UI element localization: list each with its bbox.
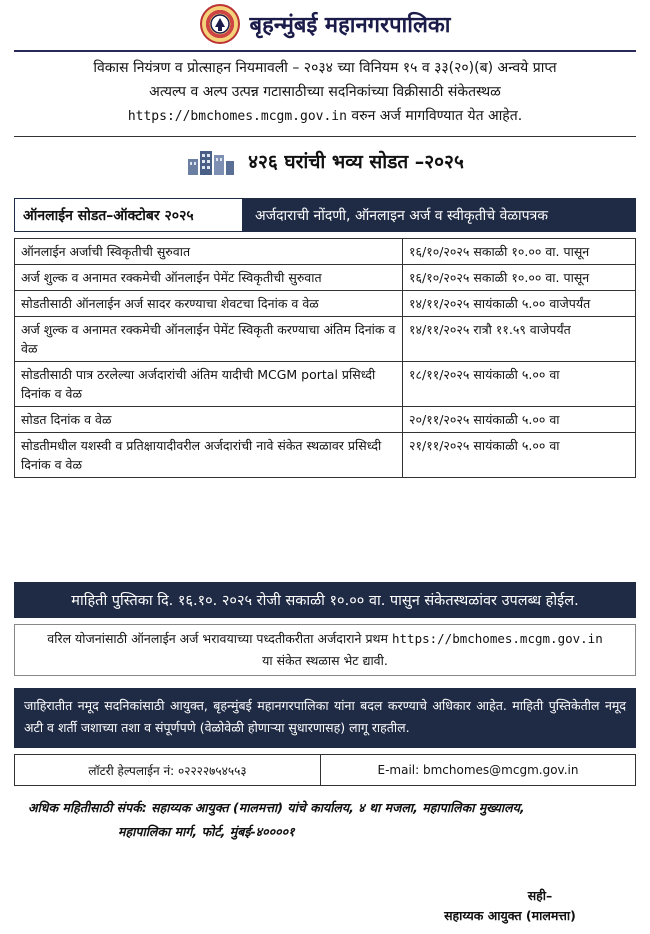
intro-divider	[14, 136, 636, 137]
apply-notice-prefix: वरिल योजनांसाठी ऑनलाईन अर्ज भरावयाच्या पध्दतीकरीता अर्जदाराने प्रथम	[47, 631, 392, 646]
lottery-title-row	[0, 142, 650, 180]
table-row	[15, 407, 636, 433]
date-cell: १६/१०/२०२५ सकाळी १०.०० वा. पासून	[403, 239, 636, 265]
table-row	[15, 265, 636, 291]
helpline-number: लॉटरी हेल्पलाईन नं: ०२२२२७५४५५३	[15, 755, 321, 785]
bmc-emblem-icon	[200, 4, 240, 44]
more-info-line-1: अधिक महितीसाठी संपर्क: सहाय्यक आयुक्त (मालमत्ता) यांचे कार्यालय, ४ था मजला, महापालिका मुख्यालय,	[28, 800, 525, 815]
event-cell: सोडतीसाठी पात्र ठरलेल्या अर्जदारांची अंतिम यादीची MCGM portal प्रसिध्दी दिनांक व वेळ	[15, 362, 403, 407]
event-cell: अर्ज शुल्क व अनामत रक्कमेची ऑनलाईन पेमेंट स्विकृती करण्याचा अंतिम दिनांक व वेळ	[15, 317, 403, 362]
corporation-name: बृहन्मुंबई महानगरपालिका	[249, 13, 451, 38]
signatory-designation: सहाय्यक आयुक्त (मालमत्ता)	[444, 908, 576, 923]
apply-website-link[interactable]: https://bmchomes.mcgm.gov.in	[392, 631, 603, 646]
event-cell: सोडत दिनांक व वेळ	[15, 407, 403, 433]
event-cell: सोडतीसाठी ऑनलाईन अर्ज सादर करण्याचा शेवटचा दिनांक व वेळ	[15, 291, 403, 317]
date-cell: १८/११/२०२५ सायंकाळी ५.०० वा	[403, 362, 636, 407]
schedule-header	[14, 198, 636, 232]
date-cell: १४/११/२०२५ रात्रौ ११.५९ वाजेपर्यंत	[403, 317, 636, 362]
event-cell: ऑनलाईन अर्जाची स्विकृतीची सुरुवात	[15, 239, 403, 265]
intro-line-3	[14, 104, 636, 129]
building-icon	[186, 145, 236, 177]
table-row	[15, 317, 636, 362]
event-cell: अर्ज शुल्क व अनामत रक्कमेची ऑनलाईन पेमेंट स्विकृतीची सुरुवात	[15, 265, 403, 291]
date-cell: २१/११/२०२५ सायंकाळी ५.०० वा	[403, 433, 636, 478]
table-row	[15, 239, 636, 265]
date-cell: २०/११/२०२५ सायंकाळी ५.०० वा	[403, 407, 636, 433]
intro-text	[14, 56, 636, 129]
event-cell: सोडतीमधील यशस्वी व प्रतिक्षायादीवरील अर्जदारांची नावे संकेत स्थळावर प्रसिध्दी दिनांक व वेळ	[15, 433, 403, 478]
schedule-header-right: अर्जदाराची नोंदणी, ऑनलाइन अर्ज व स्वीकृतीचे वेळापत्रक	[243, 199, 635, 231]
date-cell: १४/११/२०२५ सायंकाळी ५.०० वाजेपर्यंत	[403, 291, 636, 317]
apply-notice	[14, 624, 636, 676]
date-cell: १६/१०/२०२५ सकाळी १०.०० वा. पासून	[403, 265, 636, 291]
apply-notice-line-1	[15, 628, 635, 650]
booklet-notice: माहिती पुस्तिका दि. १६.१०. २०२५ रोजी सकाळी १०.०० वा. पासुन संकेतस्थळांवर उपलब्ध होईल.	[14, 582, 636, 618]
page-header	[0, 0, 650, 48]
table-row	[15, 362, 636, 407]
schedule-table	[14, 238, 636, 478]
rights-notice: जाहिरातीत नमूद सदनिकांसाठी आयुक्त, बृहन्मुंबई महानगरपालिका यांना बदल करण्याचे अधिकार आहेत. माहिती पुस्तिकेतील नमूद अटी व शर्ती जशाच्या तशा व संपूर्णपणे (वेळोवेळी होणाऱ्या सुधारणासह) लागू राहतील.	[14, 688, 636, 748]
more-info-line-2: महापालिका मार्ग, फोर्ट, मुंबई-४००००१	[118, 824, 295, 839]
intro-line-2: अत्यल्प व अल्प उत्पन्न गटासाठीच्या सदनिकांच्या विक्रीसाठी संकेतस्थळ	[149, 84, 501, 100]
table-row	[15, 291, 636, 317]
contact-email[interactable]: E-mail: bmchomes@mcgm.gov.in	[377, 763, 579, 777]
website-link[interactable]: https://bmchomes.mcgm.gov.in	[127, 109, 347, 124]
lottery-title: ४२६ घरांची भव्य सोडत –२०२५	[248, 151, 464, 173]
signature-label: सही–	[527, 888, 553, 903]
table-row	[15, 433, 636, 478]
apply-notice-line-2: या संकेत स्थळास भेट द्यावी.	[262, 653, 388, 668]
schedule-header-left: ऑनलाईन सोडत–ऑक्टोबर २०२५	[15, 199, 243, 231]
more-info	[28, 796, 628, 844]
header-divider	[14, 50, 636, 52]
intro-line-1: विकास नियंत्रण व प्रोत्साहन नियमावली – २०३४ च्या विनियम १५ व ३३(२०)(ब) अन्वये प्राप्त	[93, 60, 557, 76]
contact-bar	[14, 754, 636, 786]
intro-line-3-suffix: वरुन अर्ज मागविण्यात येत आहेत.	[346, 108, 523, 124]
signature-block	[400, 886, 620, 926]
